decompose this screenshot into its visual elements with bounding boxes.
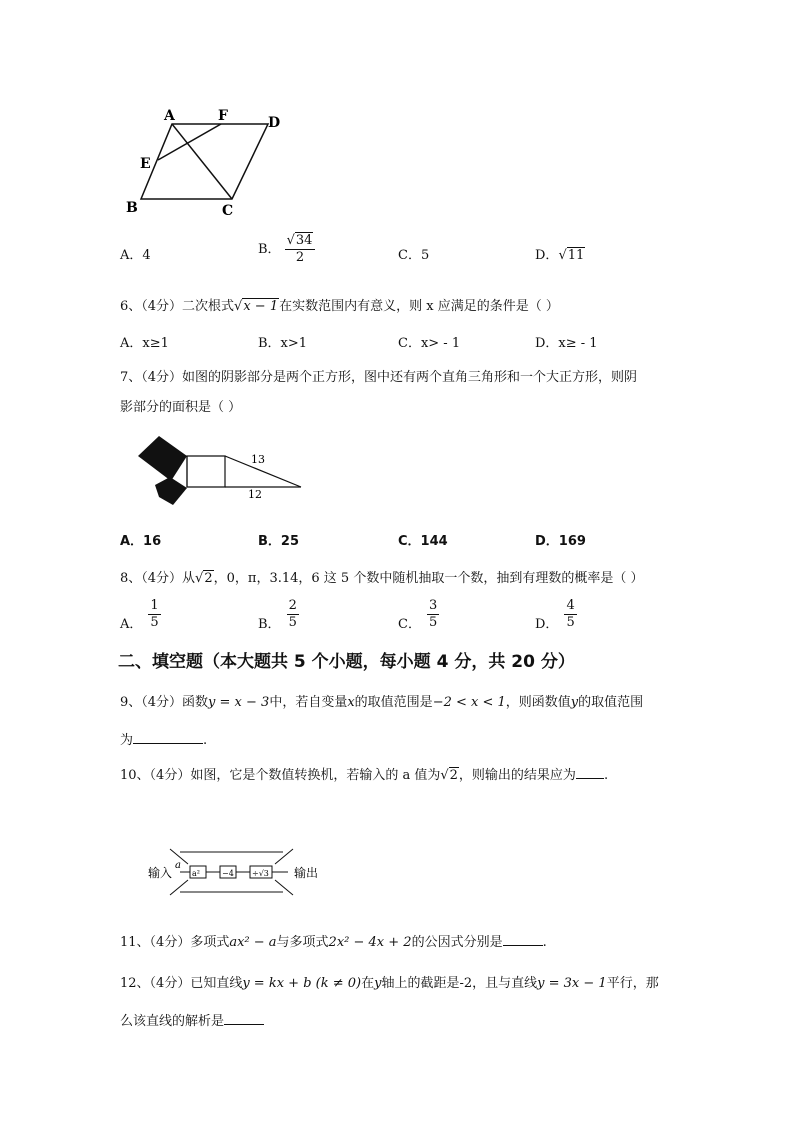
converter-figure	[148, 848, 328, 896]
answer-blank[interactable]	[224, 1024, 264, 1025]
q7-option-b: B．25	[258, 534, 299, 549]
q7-stem-line2: 影部分的面积是（ ）	[120, 400, 242, 415]
q6-option-c: C．x> - 1	[398, 336, 461, 351]
label-D: D	[268, 115, 281, 131]
q12-stem-line1: 12、（4分）已知直线y = kx + b (k ≠ 0)在y轴上的截距是-2，且与直线y = 3x − 1平行，那	[120, 976, 659, 991]
label-12: 12	[248, 488, 262, 501]
label-B: B	[126, 200, 138, 216]
q7-option-d: D．169	[535, 534, 586, 549]
q6-option-d: D．x≥ - 1	[535, 336, 598, 351]
q5-option-a: A．4	[120, 248, 151, 263]
box-div-sqrt3: ÷√3	[252, 869, 269, 878]
label-E: E	[140, 156, 151, 172]
q5-option-c: C．5	[398, 248, 430, 263]
box-square: a²	[192, 869, 200, 878]
q6-stem: 6、（4分）二次根式√x − 1在实数范围内有意义，则 x 应满足的条件是（ ）	[120, 299, 559, 314]
q7-option-a: A．16	[120, 534, 162, 549]
q7-option-c: C．144	[398, 534, 448, 549]
q9-stem-line1: 9、（4分）函数y = x − 3中，若自变量x的取值范围是−2 < x < 1，则函数值y的取值范围	[120, 695, 644, 710]
q10-stem: 10、（4分）如图，它是个数值转换机，若输入的 a 值为√2，则输出的结果应为 .	[120, 768, 609, 783]
answer-blank[interactable]	[576, 778, 604, 779]
section-title: 二、填空题（本大题共 5 个小题，每小题 4 分，共 20 分）	[118, 652, 575, 672]
answer-blank[interactable]	[503, 945, 543, 946]
parallelogram-figure	[120, 100, 300, 225]
q5-option-b: B． $\frac{√34}{2}$	[258, 233, 315, 266]
q5-option-d: D．√11	[535, 248, 585, 263]
answer-blank[interactable]	[133, 743, 203, 744]
squares-triangles-figure	[135, 432, 305, 507]
input-label: 输入	[148, 866, 173, 880]
label-13: 13	[251, 453, 265, 466]
q8-option-a: A． $\frac{1}{5}$	[120, 598, 159, 632]
q7-stem-line1: 7、（4分）如图的阴影部分是两个正方形，图中还有两个直角三角形和一个大正方形，则阴	[120, 370, 638, 385]
q8-option-d: D． $\frac{4}{5}$	[535, 598, 575, 632]
label-A: A	[164, 108, 175, 124]
q9-stem-line2: 为 .	[120, 733, 208, 748]
q11-stem: 11、（4分）多项式ax² − a与多项式2x² − 4x + 2的公因式分别是 .	[120, 935, 547, 950]
input-var: a	[175, 860, 181, 871]
q12-stem-line2: 么该直线的解析是	[120, 1010, 264, 1029]
label-F: F	[218, 108, 228, 124]
q8-option-b: B． $\frac{2}{5}$	[258, 598, 297, 632]
q8-option-c: C． $\frac{3}{5}$	[398, 598, 438, 632]
output-label: 输出	[294, 866, 319, 880]
q6-option-b: B．x>1	[258, 336, 308, 351]
box-minus4: −4	[222, 869, 234, 878]
label-C: C	[222, 203, 234, 219]
q6-option-a: A．x≥1	[120, 336, 169, 351]
q8-stem: 8、（4分）从√2，0，π，3.14，6 这 5 个数中随机抽取一个数，抽到有理数的概率是（ ）	[120, 571, 644, 586]
